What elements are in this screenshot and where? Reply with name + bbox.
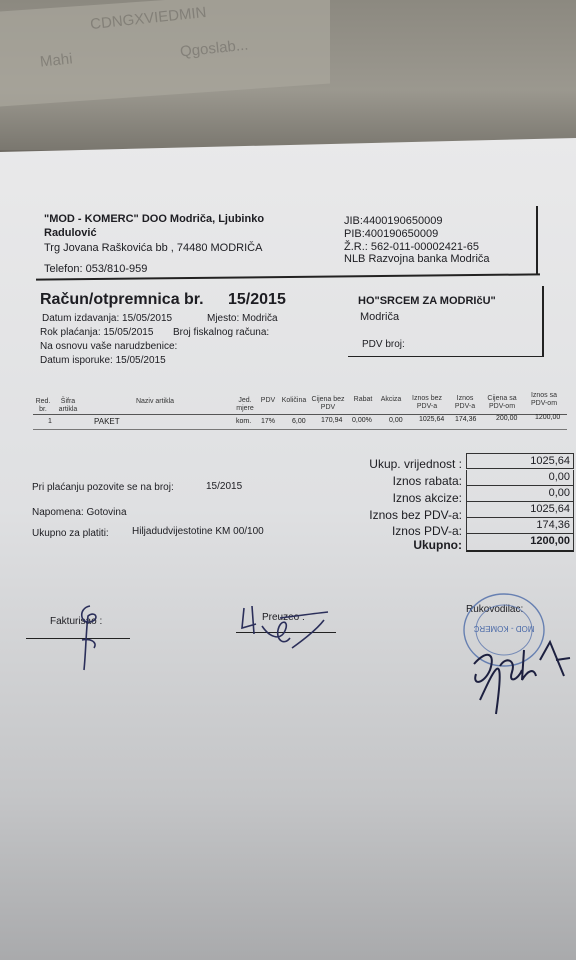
net-amount-label: Iznos bez PDV-a: bbox=[369, 508, 462, 522]
order-basis: Na osnovu vaše narudzbenice: bbox=[40, 341, 178, 352]
vat-amount-value: 174,36 bbox=[466, 518, 574, 534]
table-bottom-rule bbox=[33, 429, 567, 430]
background-ghost-text: Qgoslab... bbox=[179, 36, 250, 61]
cell-akciza: 0,00 bbox=[389, 417, 403, 424]
vat-amount-label: Iznos PDV-a: bbox=[391, 524, 462, 538]
col-cijena-sa: Cijena sa PDV-om bbox=[487, 395, 517, 410]
discount-label: Iznos rabata: bbox=[392, 474, 462, 488]
seller-phone: Telefon: 053/810-959 bbox=[44, 263, 148, 275]
total-value-label: Ukup. vrijednost : bbox=[369, 457, 462, 471]
cell-pdv: 17% bbox=[261, 418, 276, 425]
cell-cijena-sa: 200,00 bbox=[496, 415, 518, 422]
col-pdv: PDV bbox=[260, 397, 276, 404]
manager-signature bbox=[460, 630, 576, 722]
buyer-box-bottom bbox=[348, 356, 544, 357]
amount-due-words: Hiljadudvijestotine KM 00/100 bbox=[132, 526, 264, 537]
seller-bank: NLB Razvojna banka Modriča bbox=[344, 253, 490, 265]
col-cijena-bez: Cijena bez PDV bbox=[311, 396, 345, 411]
col-sifra: Šifra artikla bbox=[58, 398, 78, 413]
invoice-title: Račun/otpremnica br. bbox=[40, 291, 204, 308]
seller-address: Trg Jovana Raškovića bb , 74480 MODRIČA bbox=[44, 242, 263, 254]
col-naziv: Naziv artikla bbox=[135, 398, 175, 405]
excise-label: Iznos akcize: bbox=[392, 491, 462, 505]
cell-kolicina: 6,00 bbox=[292, 418, 306, 425]
buyer-pdv-label: PDV broj: bbox=[362, 339, 405, 350]
cell-iznos-sa: 1200,00 bbox=[535, 414, 561, 421]
cell-rabat: 0,00% bbox=[352, 417, 372, 424]
payment-reference-number: 15/2015 bbox=[206, 481, 243, 492]
grand-total-value: 1200,00 bbox=[466, 534, 574, 552]
seller-account: Ž.R.: 562-011-00002421-65 bbox=[344, 241, 479, 253]
delivery-date: Datum isporuke: 15/05/2015 bbox=[40, 355, 166, 366]
col-iznos-bez: Iznos bez PDV-a bbox=[412, 395, 442, 410]
seller-name: "MOD - KOMERC" DOO Modriča, Ljubinko bbox=[44, 213, 265, 225]
col-red-br: Red. br. bbox=[35, 398, 51, 413]
cell-naziv: PAKET bbox=[94, 417, 120, 426]
cell-cijena-bez: 170,94 bbox=[321, 417, 343, 424]
net-amount-value: 1025,64 bbox=[466, 502, 574, 518]
issue-place: Mjesto: Modriča bbox=[207, 313, 278, 324]
col-akciza: Akciza bbox=[380, 396, 402, 403]
buyer-city: Modriča bbox=[360, 311, 400, 323]
seller-name-2: Radulović bbox=[44, 227, 97, 239]
col-iznos-pdv: Iznos PDV-a bbox=[454, 395, 476, 410]
cell-iznos-bez: 1025,64 bbox=[419, 416, 445, 423]
buyer-name: HO"SRCEM ZA MODRIčU" bbox=[358, 295, 496, 307]
seller-jib: JIB:4400190650009 bbox=[344, 215, 443, 227]
payment-reference-label: Pri plaćanju pozovite se na broj: bbox=[32, 482, 174, 493]
background-ghost-text: Mahi bbox=[39, 50, 74, 71]
received-by-signature bbox=[236, 598, 336, 654]
cell-red-br: 1 bbox=[48, 418, 52, 425]
discount-value: 0,00 bbox=[466, 470, 574, 486]
col-rabat: Rabat bbox=[353, 396, 373, 403]
col-kolicina: Količina bbox=[281, 397, 307, 404]
excise-value: 0,00 bbox=[466, 486, 574, 502]
manager-label: Rukovodilac: bbox=[466, 604, 524, 615]
issue-date: Datum izdavanja: 15/05/2015 bbox=[42, 313, 173, 324]
cell-jed: kom. bbox=[236, 418, 252, 425]
header-divider-right bbox=[536, 206, 538, 274]
payment-due: Rok plaćanja: 15/05/2015 bbox=[40, 327, 154, 338]
buyer-box-right bbox=[542, 286, 544, 356]
payment-note: Napomena: Gotovina bbox=[32, 507, 127, 518]
fiscal-number: Broj fiskalnog računa: bbox=[173, 327, 270, 338]
svg-text:MOD - KOMERC: MOD - KOMERC bbox=[473, 624, 535, 633]
amount-due-label: Ukupno za platiti: bbox=[32, 528, 109, 539]
issued-by-label: Fakturisao : bbox=[50, 616, 103, 627]
cell-iznos-pdv: 174,36 bbox=[455, 416, 477, 423]
invoice-number: 15/2015 bbox=[228, 291, 286, 308]
seller-pib: PIB:400190650009 bbox=[344, 228, 439, 240]
total-value: 1025,64 bbox=[466, 453, 574, 469]
col-iznos-sa: Iznos sa PDV-om bbox=[530, 392, 558, 407]
background-ghost-text: CDNGXVIEDMIN bbox=[89, 3, 208, 34]
received-by-label: Preuzeo : bbox=[262, 612, 305, 623]
grand-total-label: Ukupno: bbox=[413, 538, 462, 552]
col-jed: Jed. mjere bbox=[236, 397, 254, 412]
issued-by-signature bbox=[60, 600, 120, 680]
table-header-rule bbox=[33, 414, 567, 415]
